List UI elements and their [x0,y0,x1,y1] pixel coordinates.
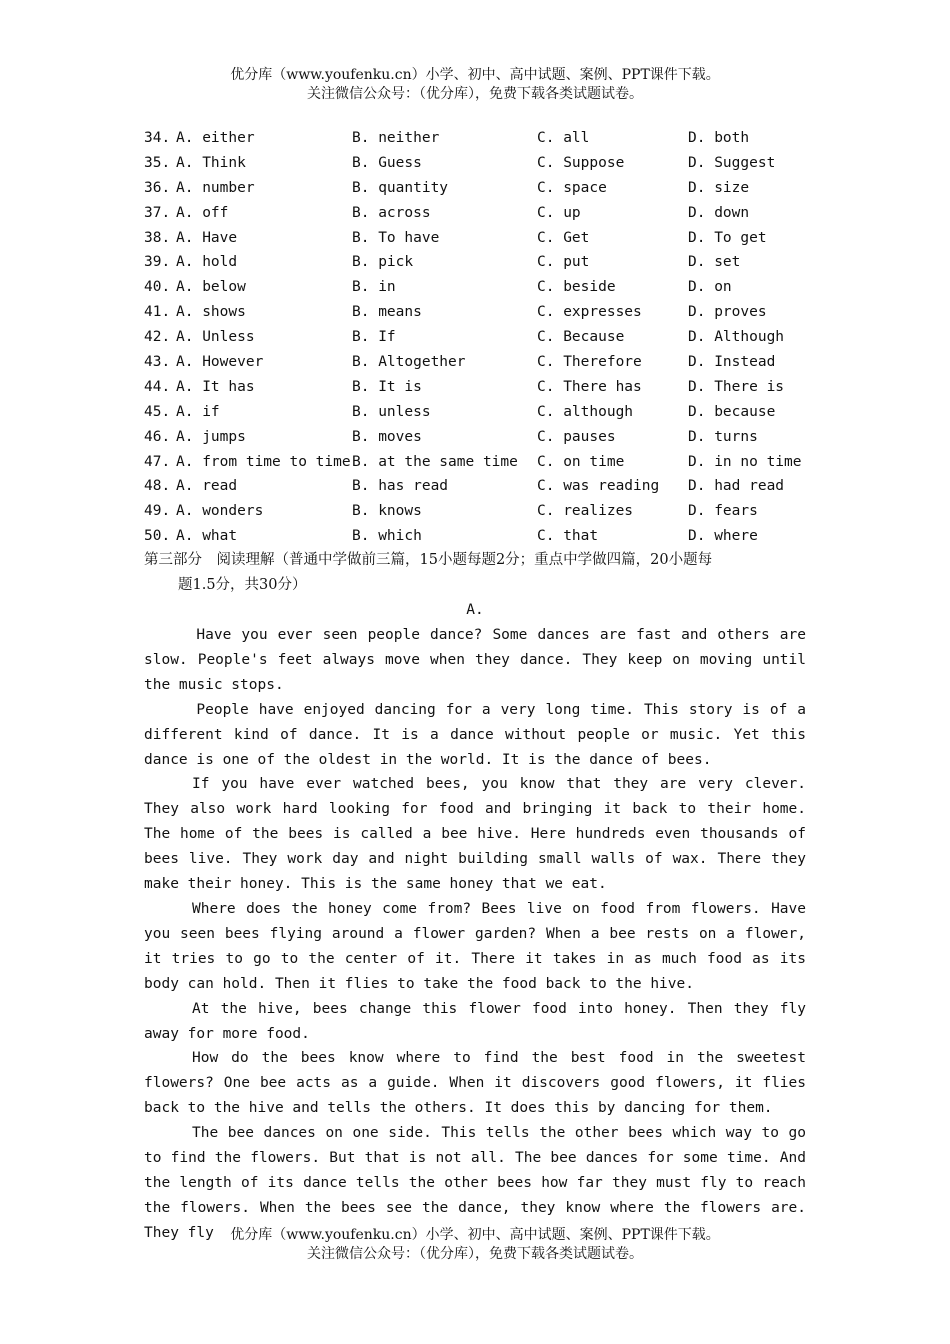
question-number: 46. [144,428,171,445]
option-b: B. neither [352,130,440,146]
option-c: C. realizes [537,503,634,520]
header-line-1: 优分库（www.youfenku.cn）小学、初中、高中试题、案例、PPT课件下载。 [230,67,720,83]
option-c: C. Suppose [537,154,625,171]
option-d: D. down [688,204,750,221]
option-a: A. It has [176,378,255,395]
option-d: D. proves [688,304,767,321]
option-b: B. across [352,204,431,221]
question-row [144,474,824,499]
question-row [144,524,824,549]
option-d: D. Suggest [688,154,776,171]
option-c: C. expresses [537,304,642,321]
question-number: 41. [144,304,171,321]
question-number: 43. [144,354,171,371]
footer-line-1: 优分库（www.youfenku.cn）小学、初中、高中试题、案例、PPT课件下载。 [230,1227,720,1243]
question-row [144,226,824,251]
option-c: C. that [537,528,599,545]
option-a: A. number [176,179,255,196]
option-a: A. shows [176,304,246,321]
option-a: A. off [176,204,229,221]
option-b: B. Guess [352,154,422,171]
option-b: B. means [352,304,422,321]
option-c: C. space [537,179,607,196]
passage-paragraph: People have enjoyed dancing for a very long time. This story is of a different kind of dance. It is a dance without people or music. Yet this dance is one of the oldest in the world. It is the dance of bees. [144,701,806,768]
option-a: A. However [176,354,264,371]
option-c: C. Because [537,329,625,346]
question-number: 45. [144,403,171,420]
question-row [144,275,824,300]
question-number: 40. [144,279,171,296]
option-a: A. Unless [176,329,255,346]
option-c: C. although [537,403,634,420]
question-row [144,499,824,524]
option-a: A. either [176,130,255,146]
option-d: D. There is [688,378,785,395]
option-d: D. To get [688,229,767,246]
option-d: D. on [688,279,732,296]
header-line-2: 关注微信公众号：（优分库），免费下载各类试题试卷。 [307,86,643,102]
option-c: C. There has [537,378,642,395]
option-a: A. Think [176,154,246,171]
option-d: D. fears [688,503,758,520]
option-c: C. all [537,130,590,146]
cloze-options [144,126,824,549]
question-row [144,201,824,226]
passage-paragraph: How do the bees know where to find the best food in the sweetest flowers? One bee acts as a guide. When it discovers good flowers, it flies back to the hive and tells the others. It does this by dancing for them. [144,1050,806,1117]
question-row [144,375,824,400]
section-heading-line-1: 第三部分 阅读理解（普通中学做前三篇，15小题每题2分；重点中学做四篇，20小题每 [144,552,713,568]
question-number: 44. [144,378,171,395]
question-number: 38. [144,229,171,246]
option-c: C. up [537,204,581,221]
question-number: 34. [144,130,171,146]
option-b: B. quantity [352,179,449,196]
footer-line-2: 关注微信公众号：（优分库），免费下载各类试题试卷。 [307,1246,643,1262]
question-number: 50. [144,528,171,545]
option-b: B. which [352,528,422,545]
question-row [144,450,824,475]
question-number: 49. [144,503,171,520]
option-a: A. Have [176,229,238,246]
option-a: A. wonders [176,503,264,520]
option-b: B. pick [352,254,414,271]
question-number: 42. [144,329,171,346]
question-row [144,126,824,151]
question-row [144,300,824,325]
reading-passage [144,623,806,1246]
option-d: D. in no time [688,453,802,470]
passage-paragraph: At the hive, bees change this flower food into honey. Then they fly away for more food. [144,1000,806,1042]
option-a: A. what [176,528,238,545]
option-a: A. jumps [176,428,246,445]
question-row [144,151,824,176]
section-heading [144,548,809,598]
option-c: C. pauses [537,428,616,445]
option-b: B. moves [352,428,422,445]
question-number: 37. [144,204,171,221]
question-row [144,176,824,201]
passage-paragraph: If you have ever watched bees, you know that they are very clever. They also work hard looking for food and bringing it back to their home. The home of the bees is called a bee hive. Here hundreds even thousands of bees live. They work day and night building small walls of wax. There they make their honey. This is the same honey that we eat. [144,776,806,893]
question-row [144,425,824,450]
option-b: B. Altogether [352,354,466,371]
option-d: D. size [688,179,750,196]
page-header [0,66,950,104]
option-d: D. where [688,528,758,545]
option-d: D. turns [688,428,758,445]
option-c: C. Therefore [537,354,642,371]
option-a: A. from time to time [176,453,351,470]
option-d: D. Although [688,329,785,346]
option-b: B. at the same time [352,453,518,470]
option-c: C. beside [537,279,616,296]
option-c: C. Get [537,229,590,246]
option-b: B. unless [352,403,431,420]
option-c: C. was reading [537,478,660,495]
question-number: 48. [144,478,171,495]
page-footer [0,1226,950,1264]
option-c: C. on time [537,453,625,470]
question-row [144,400,824,425]
passage-label: A. [466,602,484,618]
question-row [144,350,824,375]
question-number: 47. [144,453,171,470]
option-a: A. below [176,279,246,296]
question-number: 36. [144,179,171,196]
option-b: B. If [352,329,396,346]
question-number: 35. [144,154,171,171]
question-row [144,325,824,350]
option-b: B. has read [352,478,449,495]
passage-paragraph: Have you ever seen people dance? Some dances are fast and others are slow. People's feet always move when they dance. They keep on moving until the music stops. [144,627,806,693]
option-b: B. It is [352,378,422,395]
option-a: A. read [176,478,238,495]
option-a: A. hold [176,254,238,271]
option-d: D. both [688,130,750,146]
option-d: D. set [688,254,741,271]
passage-paragraph: Where does the honey come from? Bees live on food from flowers. Have you seen bees flying around a flower garden? When a bee rests on a flower, it tries to go to the center of it. There it takes in as much food as its body can hold. Then it flies to take the food back to the hive. [144,900,806,992]
question-row [144,250,824,275]
option-d: D. had read [688,478,785,495]
option-c: C. put [537,254,590,271]
option-b: B. in [352,279,396,296]
section-heading-line-2: 题1.5分，共30分） [178,576,307,593]
option-d: D. Instead [688,354,776,371]
option-b: B. To have [352,229,440,246]
option-b: B. knows [352,503,422,520]
option-d: D. because [688,403,776,420]
passage-paragraph: The bee dances on one side. This tells the other bees which way to go to find the flowers. But that is not all. The bee dances for some time. And the length of its dance tells the other bees how far they must fly to reach the flowers. When the bees see the dance, they know where the flowers are. They fly [144,1125,806,1241]
question-number: 39. [144,254,171,271]
option-a: A. if [176,403,220,420]
